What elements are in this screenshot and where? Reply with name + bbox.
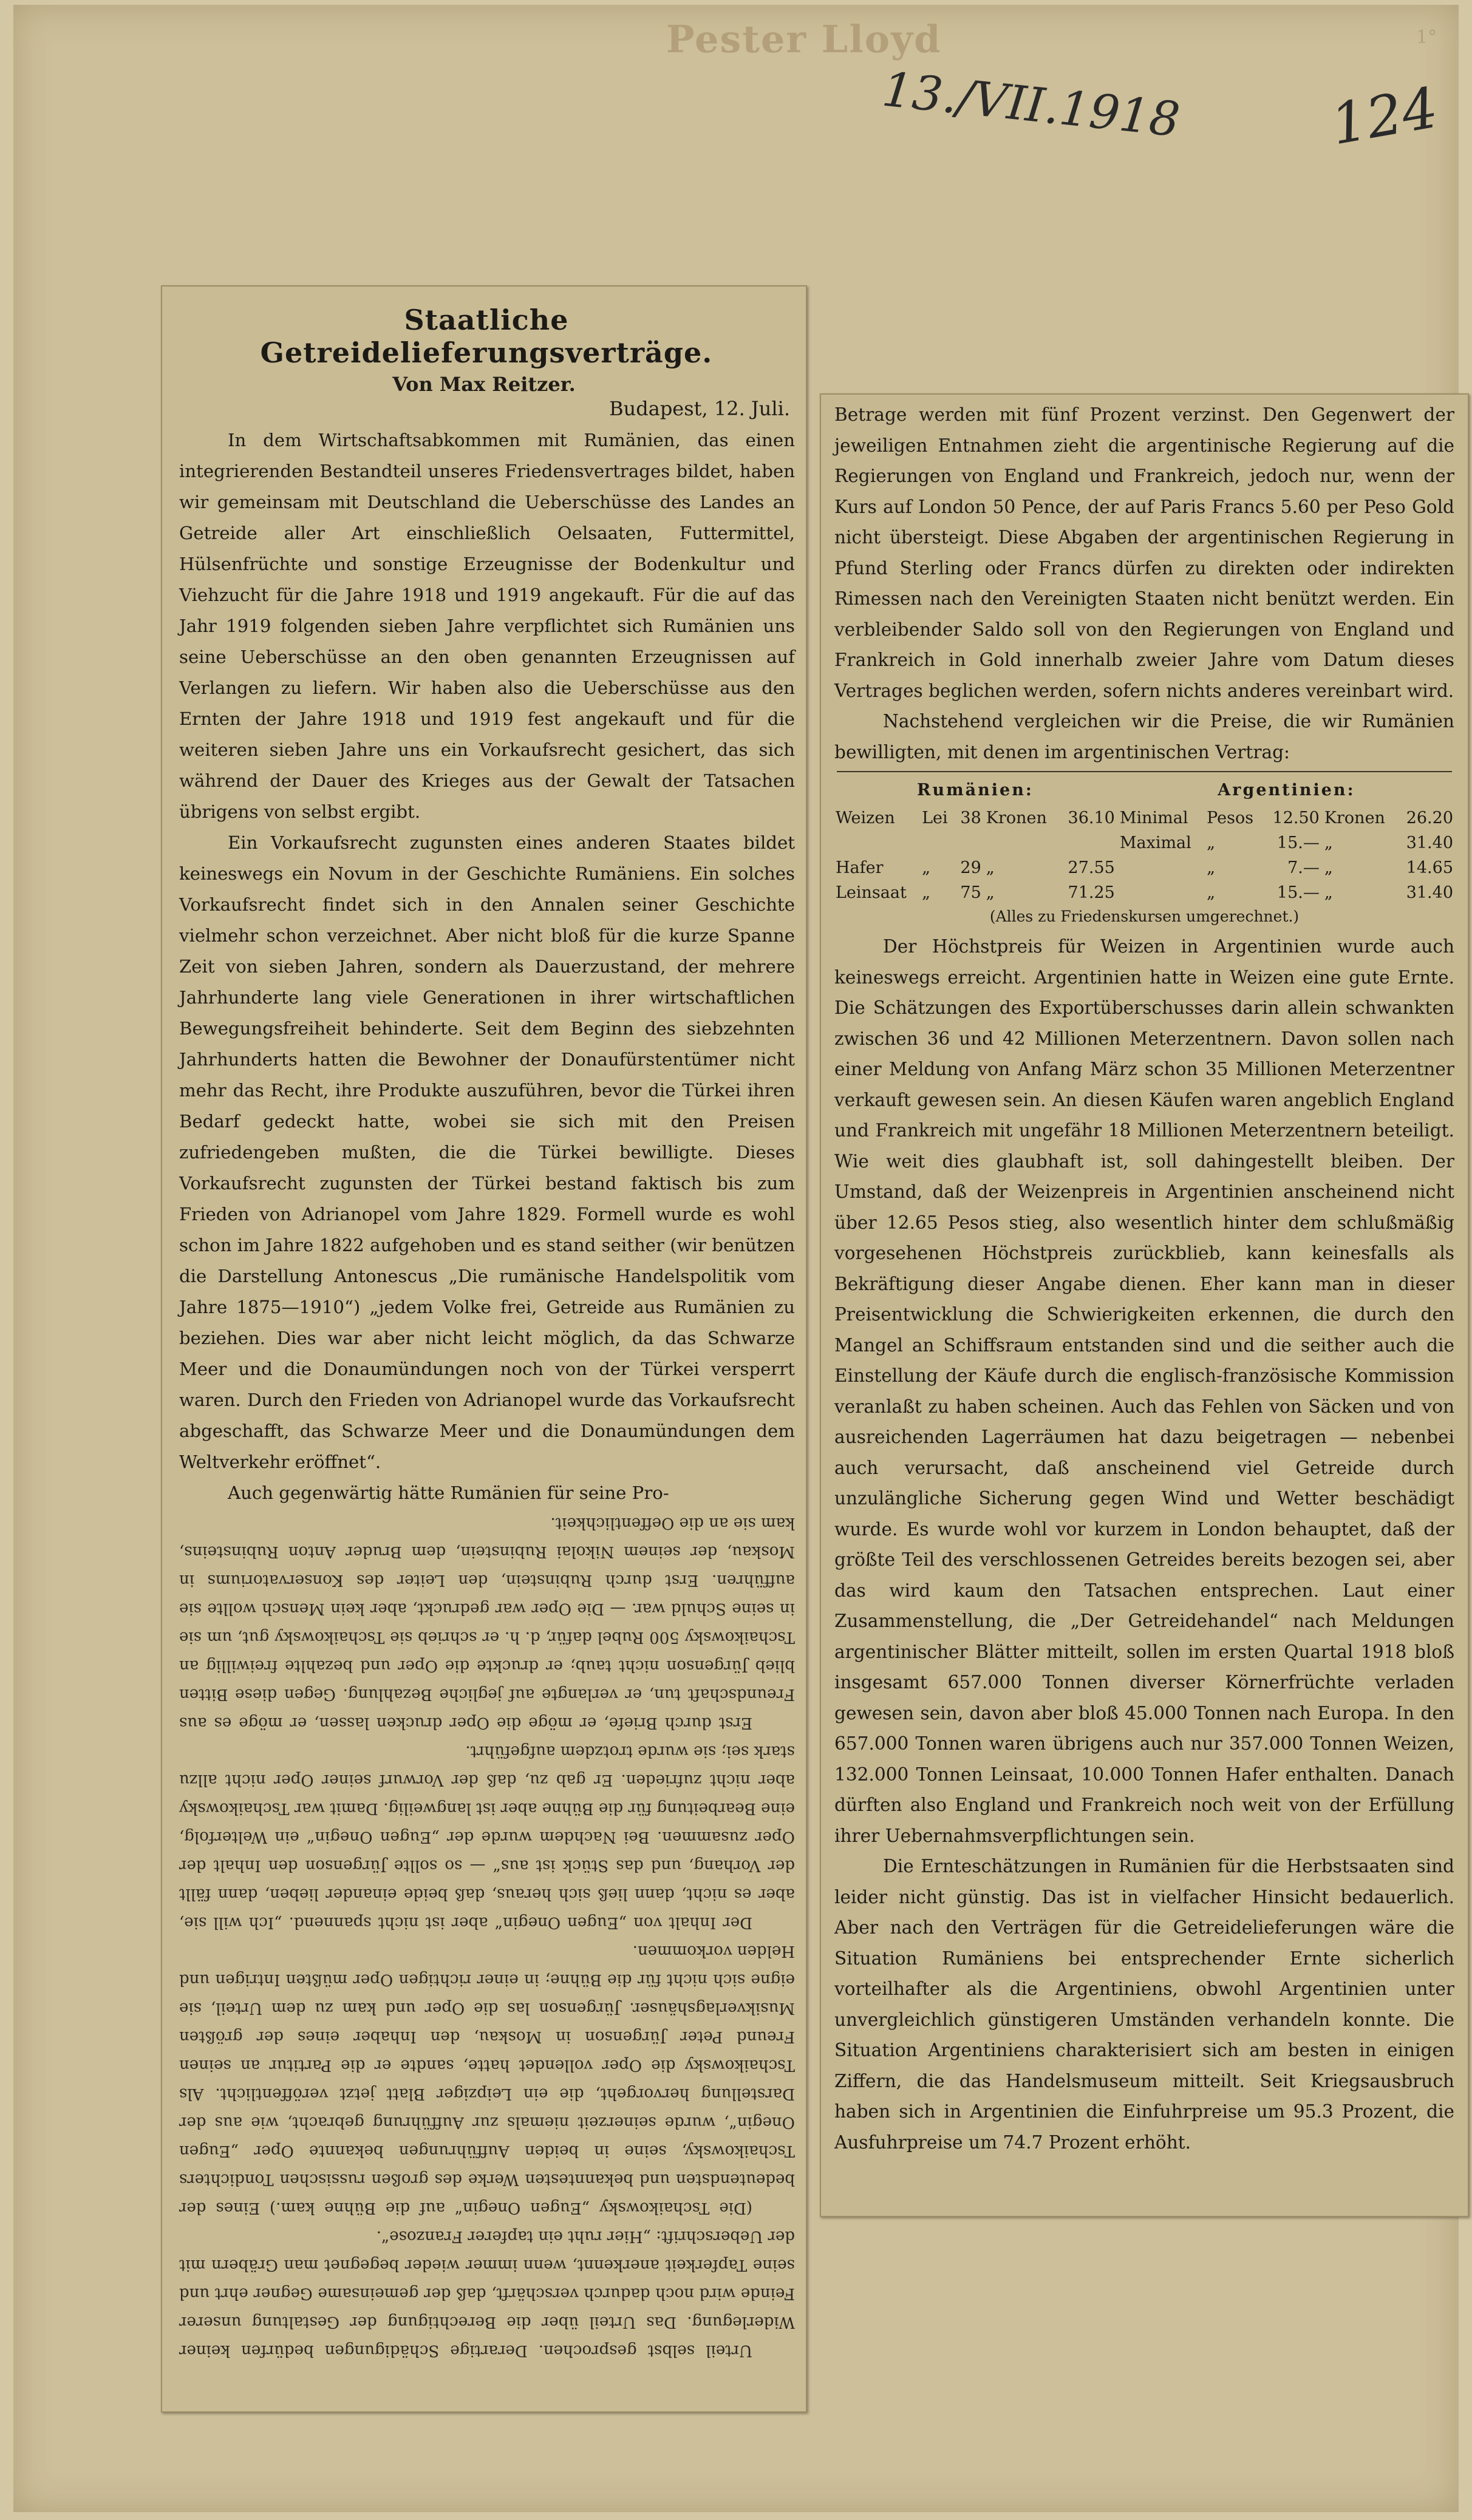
cell-kronen: 26.20 — [1406, 809, 1453, 827]
cell-product: Hafer — [836, 858, 884, 877]
table-row — [833, 806, 1456, 830]
paragraph: Urteil selbst gesprochen. Derartige Schädigungen bedürfen keiner Widerlegung. Das Urteil über die Berechtigung der Gestaltung unserer Feinde wird noch dadurch verschärft, daß der gemeinsame Gegner ehrt und seine Tapferkeit anerkennt, wenn immer wieder begegnet man Gräbern mit der Ueberschrift: „Hier ruht ein tapferer Franzose“. — [179, 2227, 795, 2360]
cell-product: Weizen — [836, 809, 895, 827]
cell-value: 12.50 — [1272, 809, 1320, 827]
right-body — [834, 399, 1454, 767]
cell-unit — [984, 830, 1058, 855]
handwritten-date: 13./VII.1918 — [879, 62, 1182, 148]
cell-currency: „ — [922, 858, 931, 877]
cell-unit: Kronen — [1324, 809, 1385, 827]
article-title: Staatliche Getreidelieferungsverträge. — [260, 304, 713, 369]
paragraph: Betrage werden mit fünf Prozent verzinst. Den Gegenwert der jeweiligen Entnahmen zieht die argentinische Regierung auf die Regierungen von England und Frankreich, jedoch nur, wenn der Kurs auf London 50 Pence, der auf Paris Francs 5.60 per Peso Gold nicht übersteigt. Diese Abgaben der argentinischen Regierung in Pfund Sterling oder Francs dürfen zu direkten oder indirekten Rimessen nach den Vereinigten Staaten nicht benützt werden. Ein verbleibender Saldo soll von den Regierungen von England und Frankreich in Gold innerhalb zweier Jahre vom Datum dieses Vertrages beglichen werden, sofern nichts anderes vereinbart wird. — [834, 404, 1454, 701]
cell-kronen: 36.10 — [1068, 809, 1115, 827]
cell-kronen: 71.25 — [1068, 883, 1115, 902]
cell-value: 7.— — [1287, 858, 1320, 877]
price-table — [833, 778, 1456, 905]
cell-unit: „ — [1324, 883, 1333, 902]
cell-kronen — [1058, 830, 1117, 855]
table-note: (Alles zu Friedenskursen umgerechnet.) — [989, 908, 1300, 925]
paragraph: Erst durch Briefe, er möge die Oper drucken lassen, er möge es aus Freundschaft tun, er verlangte auf jegliche Bezahlung. Gegen diese Bitten blieb Jürgenson nicht taub; er druckte die Oper und bezahlte freiwillig an Tschaikowsky 500 Rubel dafür, d. h. er schrieb sie Tschaikowsky gut, um sie in seine Schuld war. — Die Oper war gedruckt, aber kein Mensch wollte sie aufführen. Erst durch Rubinstein, den Leiter des Konservatoriums in Moskau, der seinem Nikolai Rubinstein, dem Bruder Anton Rubinsteins, kam sie an die Oeffentlichkeit. — [179, 1514, 795, 1732]
cell-value: 15.— — [1276, 883, 1320, 902]
handwritten-number: 124 — [1326, 75, 1443, 158]
paragraph: Auch gegenwärtig hätte Rumänien für seine Pro- — [228, 1482, 669, 1503]
table-row — [833, 855, 1456, 880]
cell-currency: Lei — [922, 809, 948, 827]
cell-value — [955, 830, 984, 855]
cell-currency: „ — [1207, 834, 1216, 852]
cell-product: Leinsaat — [836, 883, 907, 902]
cell-value: 15.— — [1276, 834, 1320, 852]
corner-mark: 1° — [1416, 27, 1437, 48]
paragraph: In dem Wirtschaftsabkommen mit Rumänien, das einen integrierenden Bestandteil unseres Friedensvertrages bildet, haben wir gemeinsam mit Deutschland die Ueberschüsse des Landes an Getreide aller Art einschließlich Oelsaaten, Futtermittel, Hülsenfrüchte und sonstige Erzeugnisse der Bodenkultur und Viehzucht für die Jahre 1918 und 1919 angekauft. Für die auf das Jahr 1919 folgenden sieben Jahre verpflichtet sich Rumänien uns seine Ueberschüsse an den oben genannten Erzeugnissen auf Verlangen zu liefern. Wir haben also die Ueberschüsse aus den Ernten der Jahre 1918 und 1919 fest angekauft und für die weiteren sieben Jahre uns ein Vorkaufsrecht gesichert, das sich während der Dauer des Krieges aus der Gewalt der Tatsachen übrigens von selbst ergibt. — [179, 430, 795, 822]
article-byline: Von Max Reitzer. — [392, 373, 576, 396]
cell-unit: „ — [1324, 834, 1333, 852]
clipping-right-column — [820, 393, 1469, 2217]
table-header-argentina: Argentinien: — [1218, 781, 1355, 800]
paragraph: (Die Tschaikowsky „Eugen Onegin“ auf die Bühne kam.) Eines der bedeutendsten und bekanntesten Werke des großen russischen Tondichters Tschaikowsky, seine in beiden Aufführungen bekannte Oper „Eugen Onegin“, wurde seinerzeit niemals zur Aufführung gebracht, wie aus der Darstellung hervorgeht, die ein Leipziger Blatt jetzt veröffentlicht. Als Tschaikowsky die Oper vollendet hatte, sandte er die Partitur an seinen Freund Peter Jürgenson in Moskau, den Inhaber eines der größten Musikverlagshäuser. Jürgenson las die Oper und kam zu dem Urteil, sie eigne sich nicht für die Bühne; in einer richtigen Oper müßten Intrigen und Helden vorkommen. — [179, 1942, 795, 2217]
clipping-left-column — [161, 285, 807, 2413]
cell-value: 29 — [960, 858, 981, 877]
paragraph: Nachstehend vergleichen wir die Preise, die wir Rumänien bewilligten, mit denen im argentinischen Vertrag: — [834, 711, 1454, 762]
cell-currency: „ — [1207, 883, 1216, 902]
upside-down-backprint — [179, 1509, 795, 2365]
paragraph: Ein Vorkaufsrecht zugunsten eines anderen Staates bildet keineswegs ein Novum in der Geschichte Rumäniens. Ein solches Vorkaufsrecht findet sich in den Annalen seiner Geschichte vielmehr schon verzeichnet. Aber nicht bloß für die kurze Spanne Zeit von sieben Jahren, sondern als Dauerzustand, der mehrere Jahrhunderte lang viele Generationen in ihrer wirtschaftlichen Bewegungsfreiheit behinderte. Seit dem Beginn des siebzehnten Jahrhunderts hatten die Bewohner der Donaufürstentümer nicht mehr das Recht, ihre Produkte auszuführen, bevor die Türkei ihren Bedarf gedeckt hatte, wobei sie sich mit den Preisen zufriedengeben mußten, die die Türkei bewilligte. Dieses Vorkaufsrecht zugunsten der Türkei bestand faktisch bis zum Frieden von Adrianopel vom Jahre 1829. Formell wurde es wohl schon im Jahre 1822 aufgehoben und es stand seither (wir benützen die Darstellung Antonescus „Die rumänische Handelspolitik vom Jahre 1875—1910“) „jedem Volke frei, Getreide aus Rumänien zu beziehen. Dies war aber nicht leicht möglich, da das Schwarze Meer und die Donaumündungen noch von der Türkei versperrt waren. Durch den Frieden von Adrianopel wurde das Vorkaufsrecht abgeschafft, das Schwarze Meer und die Donaumündungen dem Weltverkehr eröffnet“. — [179, 832, 795, 1472]
cell-unit: „ — [986, 883, 995, 902]
article-dateline: Budapest, 12. Juli. — [609, 397, 790, 420]
cell-value: 75 — [960, 883, 981, 902]
paragraph: Der Höchstpreis für Weizen in Argentinien wurde auch keineswegs erreicht. Argentinien hatte in Weizen eine gute Ernte. Die Schätzungen des Exportüberschusses darin allein schwankten zwischen 36 und 42 Millionen Meterzentnern. Davon sollen nach einer Meldung von Anfang März schon 35 Millionen Meterzentner verkauft gewesen sein. An diesen Käufen waren angeblich England und Frankreich mit ungefähr 18 Millionen Meterzentnern beteiligt. Wie weit dies glaubhaft ist, soll dahingestellt bleiben. Der Umstand, daß der Weizenpreis in Argentinien anscheinend nicht über 12.65 Pesos stieg, also wesentlich hinter dem schlußmäßig vorgesehenen Höchstpreis zurückblieb, kann keinesfalls als Bekräftigung dieser Angabe dienen. Eher kann man in dieser Preisentwicklung die Schwierigkeiten erkennen, die durch den Mangel an Schiffsraum entstanden sind und die seither auch die Einstellung der Käufe durch die englisch-französische Kommission veranlaßt zu haben scheinen. Auch das Fehlen von Säcken und von ausreichenden Lagerräumen hat dazu beigetragen — nebenbei auch verursacht, daß anscheinend viel Getreide durch unzulängliche Sicherung gegen Wind und Wetter beschädigt wurde. Es wurde wohl vor kurzem in London behauptet, daß der größte Teil des verschlossenen Getreides bereits bezogen sei, aber das wird kaum den Tatsachen entsprechen. Laut einer Zusammenstellung, die „Der Getreidehandel“ nach Meldungen argentinischer Blätter mitteilt, sollen im ersten Quartal 1918 bloß insgesamt 657.000 Tonnen diverser Körnerfrüchte verladen gewesen sein, davon aber bloß 45.000 Tonnen nach Europa. In den 657.000 Tonnen waren übrigens auch nur 357.000 Tonnen Weizen, 132.000 Tonnen Leinsaat, 10.000 Tonnen Hafer enthalten. Danach dürften also England und Frankreich noch weit von der Erfüllung ihrer Uebernahmsverpflichtungen sein. — [834, 936, 1454, 1846]
cell-unit: Kronen — [986, 809, 1047, 827]
cell-currency: Pesos — [1207, 809, 1254, 827]
table-header-romania: Rumänien: — [917, 781, 1034, 800]
cell-value: 38 — [960, 809, 981, 827]
cell-label: Maximal — [1119, 834, 1191, 852]
table-rule — [837, 771, 1452, 772]
paragraph: Die Ernteschätzungen in Rumänien für die Herbstsaaten sind leider nicht günstig. Das ist in vielfacher Hinsicht bedauerlich. Aber nach den Verträgen für die Getreidelieferungen wäre die Situation Rumäniens bei entsprechender Ernte sicherlich vorteilhafter als die Argentiniens, obwohl Argentinien unter unvergleichlich günstigeren Umständen verhandeln konnte. Die Situation Argentiniens charakterisiert sich am besten in einigen Ziffern, die das Handelsmuseum mitteilt. Seit Kriegsausbruch haben sich in Argentinien die Einfuhrpreise um 95.3 Prozent, die Ausfuhrpreise um 74.7 Prozent erhöht. — [834, 1856, 1454, 2153]
right-body-continued — [834, 931, 1454, 2158]
cell-kronen: 31.40 — [1406, 883, 1453, 902]
table-row — [833, 880, 1456, 905]
cell-label — [1117, 880, 1204, 905]
cell-currency: „ — [1207, 858, 1216, 877]
cell-product — [833, 830, 919, 855]
left-body — [179, 425, 795, 1509]
paragraph: Der Inhalt von „Eugen Onegin“ aber ist nicht spannend. „Ich will sie, aber es nicht, dann ließ sich heraus, daß beide einander lieben, dann fällt der Vorhang, und das Stück ist aus“ — so sollte Jürgenson den Inhalt der Oper zusammen. Bei Nachdem wurde der „Eugen Onegin“ ein Welterfolg, eine Bearbeitung für die Bühne aber ist langweilig. Damit war Tschaikowsky aber nicht zufrieden. Er gab zu, daß der Vorwurf seiner Oper nicht allzu stark sei; sie wurde trotzdem aufgeführt. — [179, 1742, 795, 1932]
newspaper-stamp: Pester Lloyd — [666, 17, 942, 61]
cell-kronen: 31.40 — [1406, 834, 1453, 852]
cell-kronen: 27.55 — [1068, 858, 1115, 877]
cell-label: Minimal — [1119, 809, 1188, 827]
cell-kronen: 14.65 — [1406, 858, 1453, 877]
cell-currency — [919, 830, 955, 855]
cell-label — [1117, 855, 1204, 880]
cell-unit: „ — [986, 858, 995, 877]
cell-currency: „ — [922, 883, 931, 902]
cell-unit: „ — [1324, 858, 1333, 877]
table-row — [833, 830, 1456, 855]
